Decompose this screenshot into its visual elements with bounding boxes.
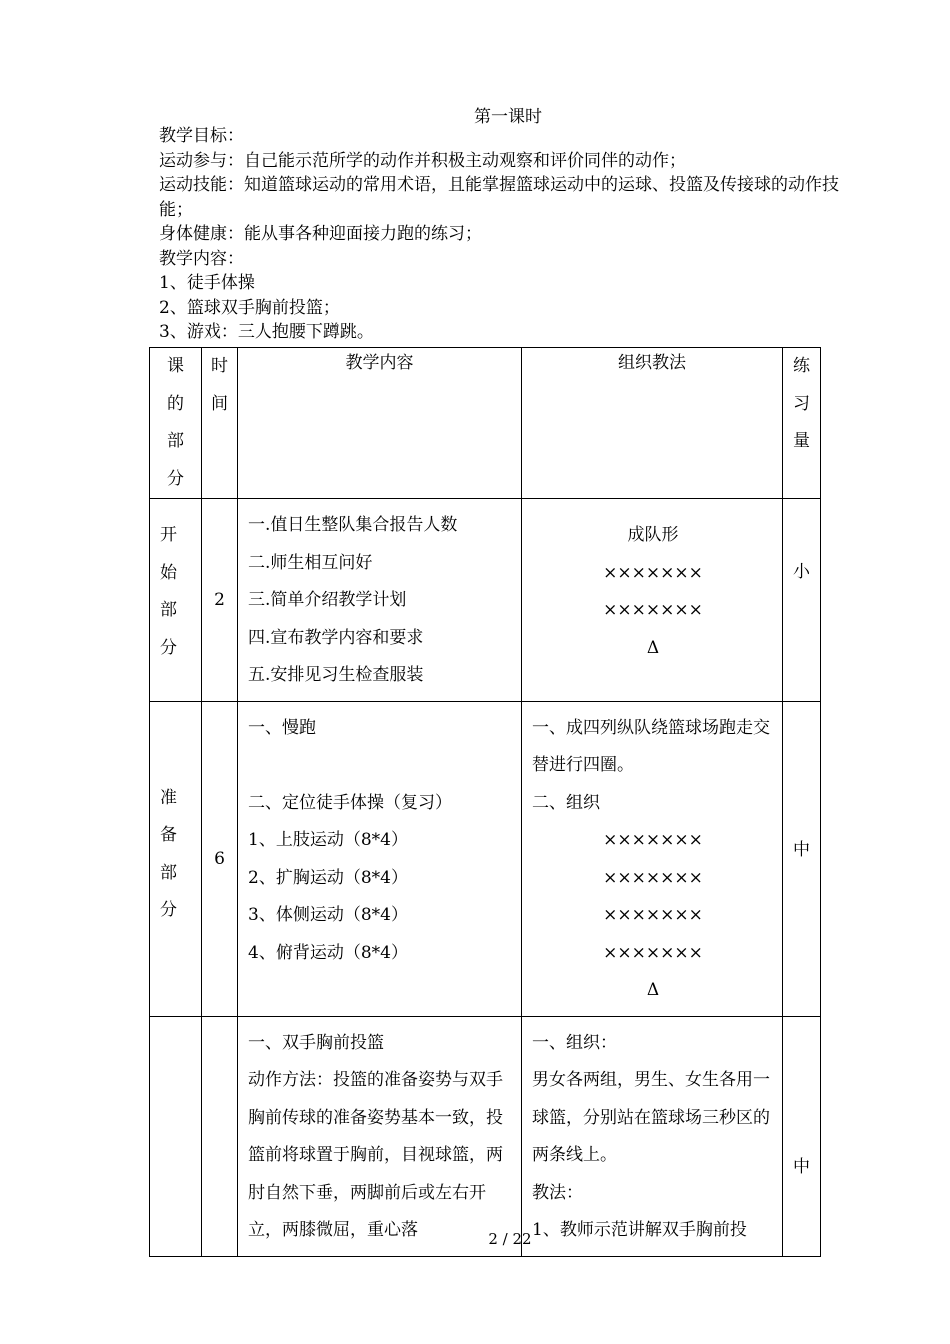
formation-line: ××××××× [603,942,703,963]
header-content: 教学内容 [238,348,522,499]
method-step: 1、教师示范讲解双手胸前投 [532,1220,747,1240]
content-item: 3、游戏：三人抱腰下蹲跳。 [159,322,374,342]
row-part: 准 备 部 分 [150,701,202,1016]
method-text: 二、组织 [532,792,600,813]
row-time [202,1016,238,1256]
formation-line: ××××××× [603,867,703,888]
method-text: 一、成四列纵队绕篮球场跑走交替进行四圈。 [532,717,770,775]
content-line: 2、扩胸运动（8*4） [248,867,408,888]
method-text: 男女各两组，男生、女生各用一球篮，分别站在篮球场三秒区的两条线上。 [532,1070,770,1165]
content-line: 3、体侧运动（8*4） [248,905,408,925]
method-title: 一、组织： [532,1032,617,1053]
row-method [522,1016,783,1256]
row-time: 6 [202,701,238,1016]
row-part: 开 始 部 分 [150,499,202,702]
table-row-main [150,1016,821,1256]
row-part [150,1016,202,1256]
content-line: 4、俯背运动（8*4） [248,942,408,963]
formation-line: ××××××× [603,830,703,850]
content-line: 1、上肢运动（8*4） [248,830,408,850]
row-amount: 中 [783,701,821,1016]
content-line [248,747,513,785]
header-time: 时 间 [202,348,238,499]
row-method [522,701,783,1016]
content-line: 一、慢跑 [248,717,316,738]
method-title: 成队形 [627,525,679,545]
lesson-table [149,347,821,1257]
row-time: 2 [202,499,238,702]
content-item: 2、篮球双手胸前投篮； [159,297,340,318]
table-header-row [150,348,821,499]
content-line: 四.宣布教学内容和要求 [248,627,424,648]
content-heading: 教学内容： [159,248,244,269]
row-content [238,499,522,702]
header-part: 课 的 部 分 [150,348,202,499]
page-title: 第一课时 [474,107,542,127]
formation-line: ××××××× [603,600,703,620]
formation-line: ××××××× [603,562,703,583]
header-amount: 练 习 量 [783,348,821,499]
content-line: 二.师生相互问好 [248,552,373,573]
table-row-prepare [150,701,821,1016]
content-title: 一、双手胸前投篮 [248,1032,384,1053]
page-number: 2 / 22 [488,1230,532,1248]
method-label: 教法： [532,1182,583,1203]
content-line: 三.简单介绍教学计划 [248,590,407,610]
row-amount: 中 [783,1016,821,1256]
header-method: 组织教法 [522,348,783,499]
row-amount: 小 [783,499,821,702]
content-line: 一.值日生整队集合报告人数 [248,515,458,535]
content-text: 动作方法：投篮的准备姿势与双手胸前传球的准备姿势基本一致，投篮前将球置于胸前，目视球篮，两肘自然下垂，两脚前后或左右开立，两膝微屈，重心落 [248,1070,503,1240]
row-method [522,499,783,702]
content-line: 五.安排见习生检查服装 [248,665,424,685]
goal-health: 身体健康：能从事各种迎面接力跑的练习； [159,224,482,244]
table-row-start [150,499,821,702]
goal-skill: 运动技能：知道篮球运动的常用术语，且能掌握篮球运动中的运球、投篮及传接球的动作技能； [159,175,839,220]
formation-line: ××××××× [603,905,703,925]
goals-heading: 教学目标： [159,126,244,146]
row-content [238,1016,522,1256]
teacher-marker: Δ [646,980,660,1000]
teacher-marker: Δ [646,637,660,658]
content-line: 二、定位徒手体操（复习） [248,792,452,813]
content-item: 1、徒手体操 [159,273,255,293]
intro-section [159,124,869,345]
goal-participation: 运动参与：自己能示范所学的动作并积极主动观察和评价同伴的动作； [159,150,686,171]
row-content [238,701,522,1016]
